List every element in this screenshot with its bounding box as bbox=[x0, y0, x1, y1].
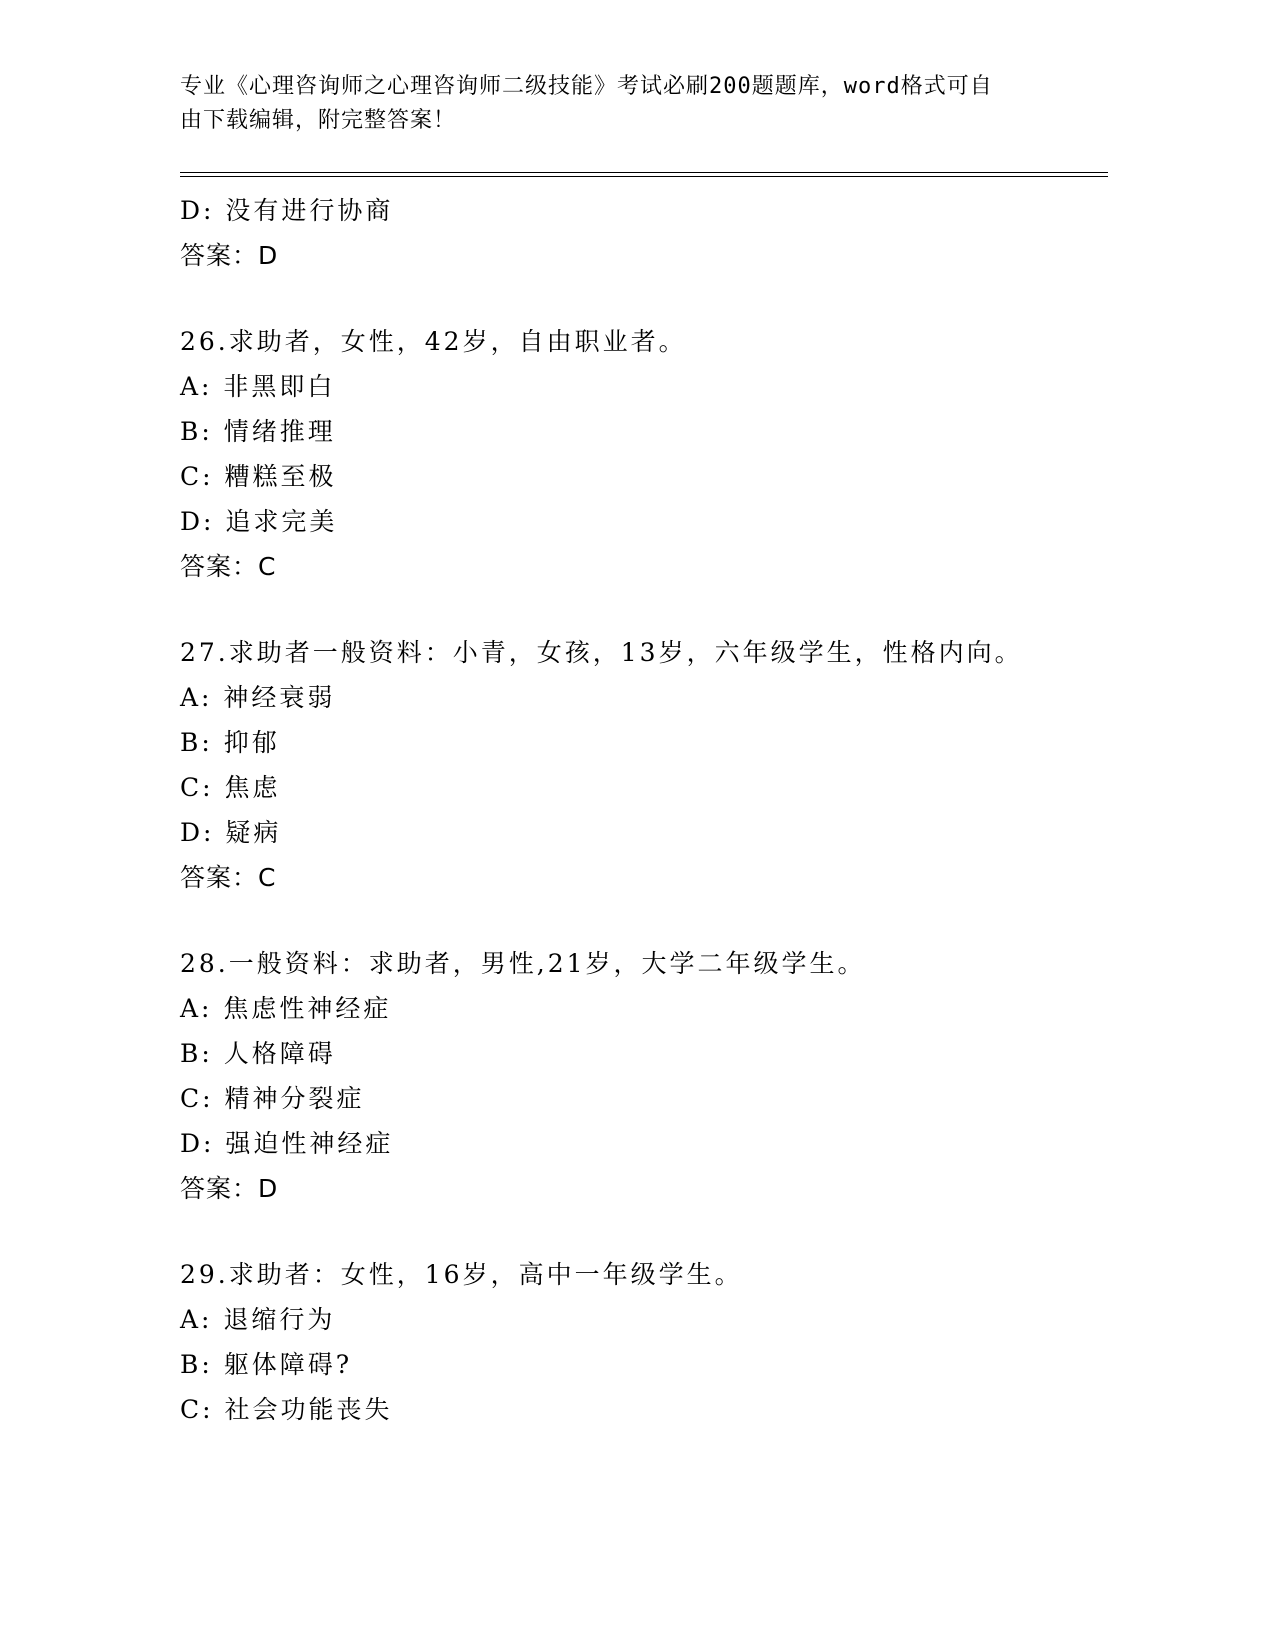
question-26 bbox=[180, 319, 1108, 589]
question-29 bbox=[180, 1252, 1108, 1432]
option-a: A: 退缩行为 bbox=[180, 1305, 336, 1334]
option-d: D: 疑病 bbox=[180, 818, 282, 847]
question-stem: 28.一般资料：求助者，男性,21岁，大学二年级学生。 bbox=[180, 949, 866, 978]
option-d: D: 强迫性神经症 bbox=[180, 1129, 394, 1158]
question-stem: 26.求助者，女性，42岁，自由职业者。 bbox=[180, 327, 687, 356]
option-c: C: 社会功能丧失 bbox=[180, 1395, 393, 1424]
header-line-2: 由下载编辑，附完整答案！ bbox=[180, 108, 457, 133]
question-27 bbox=[180, 630, 1108, 900]
header-divider-top bbox=[180, 172, 1108, 173]
option-a: A: 神经衰弱 bbox=[180, 683, 336, 712]
question-28 bbox=[180, 941, 1108, 1211]
option-c: C: 糟糕至极 bbox=[180, 462, 337, 491]
prev-answer: 答案：D bbox=[180, 241, 279, 270]
option-b: B: 人格障碍 bbox=[180, 1039, 336, 1068]
question-list bbox=[180, 188, 1108, 1432]
prev-option-d: D: 没有进行协商 bbox=[180, 196, 394, 225]
option-d: D: 追求完美 bbox=[180, 507, 338, 536]
header-line-1: 专业《心理咨询师之心理咨询师二级技能》考试必刷200题题库，word格式可自 bbox=[180, 74, 993, 99]
answer: 答案：C bbox=[180, 552, 277, 581]
option-c: C: 精神分裂症 bbox=[180, 1084, 365, 1113]
answer: 答案：D bbox=[180, 1174, 279, 1203]
option-a: A: 非黑即白 bbox=[180, 372, 336, 401]
option-a: A: 焦虑性神经症 bbox=[180, 994, 392, 1023]
header-divider-bottom bbox=[180, 176, 1108, 177]
document-header bbox=[180, 70, 1040, 138]
question-stem: 29.求助者：女性，16岁，高中一年级学生。 bbox=[180, 1260, 743, 1289]
option-c: C: 焦虑 bbox=[180, 773, 281, 802]
option-b: B: 抑郁 bbox=[180, 728, 280, 757]
option-b: B: 躯体障碍? bbox=[180, 1350, 353, 1379]
option-b: B: 情绪推理 bbox=[180, 417, 336, 446]
question-stem: 27.求助者一般资料：小青，女孩，13岁，六年级学生，性格内向。 bbox=[180, 638, 1023, 667]
answer: 答案：C bbox=[180, 863, 277, 892]
